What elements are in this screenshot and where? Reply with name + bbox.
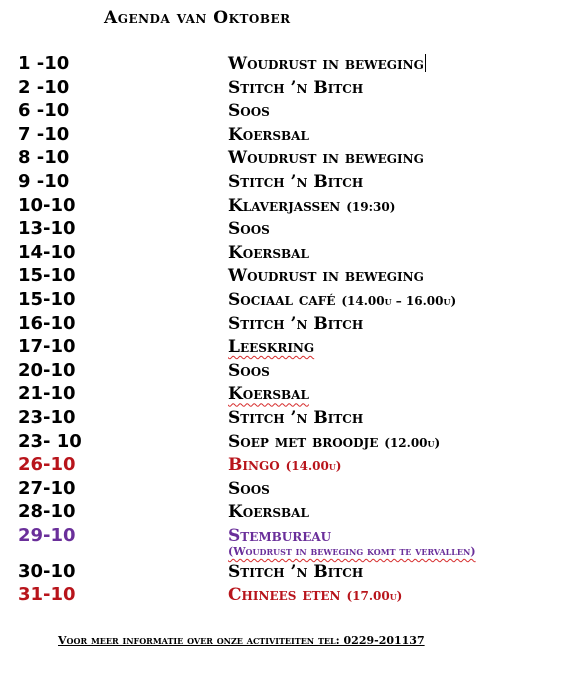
agenda-event <box>228 217 270 241</box>
agenda-event <box>228 264 424 288</box>
event-name: Stitch ’n Bitch <box>228 77 364 98</box>
event-name: Leeskring <box>228 337 315 358</box>
agenda-date: 27-10 <box>18 477 76 499</box>
agenda-event <box>228 406 363 430</box>
agenda-row <box>0 194 577 218</box>
agenda-date: 21-10 <box>18 383 76 405</box>
agenda-event <box>228 500 309 524</box>
event-name: Woudrust in beweging <box>228 266 424 287</box>
agenda-date: 8 -10 <box>18 147 70 169</box>
agenda-row <box>0 430 577 454</box>
agenda-date: 13-10 <box>18 218 76 240</box>
event-time: (12.00u) <box>384 435 441 450</box>
agenda-event <box>228 477 270 501</box>
page-title: Agenda van Oktober <box>104 8 291 28</box>
event-note: (Woudrust in beweging komt te vervallen) <box>228 544 476 558</box>
agenda-event <box>228 288 456 313</box>
agenda-date: 28-10 <box>18 501 76 523</box>
event-name: Stitch ’n Bitch <box>228 313 364 334</box>
event-name: Bingo <box>228 455 280 476</box>
event-name: Stitch ’n Bitch <box>228 561 364 582</box>
agenda-list <box>0 52 577 607</box>
agenda-row <box>0 359 577 383</box>
agenda-date: 23-10 <box>18 406 76 428</box>
event-name: Soos <box>228 360 270 381</box>
agenda-event <box>228 76 363 100</box>
agenda-event <box>228 170 363 194</box>
agenda-date: 7 -10 <box>18 123 70 145</box>
agenda-event <box>228 241 309 265</box>
agenda-date: 15-10 <box>18 288 76 310</box>
agenda-date: 15-10 <box>18 265 76 287</box>
agenda-row <box>0 264 577 288</box>
event-name: Soos <box>228 219 270 240</box>
agenda-date: 1 -10 <box>18 53 70 74</box>
agenda-date: 29-10 <box>18 524 76 546</box>
agenda-row <box>0 99 577 123</box>
event-name: Koersbal <box>228 502 309 523</box>
agenda-row <box>0 524 577 560</box>
agenda-row <box>0 123 577 147</box>
agenda-event <box>228 382 309 406</box>
event-name: Koersbal <box>228 124 309 145</box>
agenda-row <box>0 382 577 406</box>
agenda-date: 23- 10 <box>18 430 82 452</box>
event-time: (14.00u) <box>285 459 342 474</box>
agenda-event <box>228 453 342 478</box>
agenda-event <box>228 52 426 76</box>
agenda-date: 20-10 <box>18 359 76 381</box>
agenda-date: 16-10 <box>18 312 76 334</box>
agenda-row <box>0 500 577 524</box>
agenda-date: 6 -10 <box>18 100 70 122</box>
agenda-row <box>0 76 577 100</box>
event-name: Soos <box>228 478 270 499</box>
agenda-row <box>0 453 577 477</box>
event-name: Koersbal <box>228 384 309 405</box>
agenda-date: 2 -10 <box>18 76 70 98</box>
agenda-date: 10-10 <box>18 194 76 216</box>
event-name: Soep met broodje <box>228 431 379 452</box>
agenda-date: 14-10 <box>18 241 76 263</box>
event-time: (14.00u – 16.00u) <box>341 293 457 308</box>
event-name: Stembureau <box>228 525 332 546</box>
agenda-event <box>228 359 270 383</box>
agenda-row <box>0 52 577 76</box>
event-name: Koersbal <box>228 242 309 263</box>
event-name: Stitch ’n Bitch <box>228 171 364 192</box>
agenda-row <box>0 241 577 265</box>
agenda-event <box>228 560 363 584</box>
agenda-row <box>0 312 577 336</box>
agenda-row <box>0 583 577 607</box>
event-name: Sociaal café <box>228 289 336 310</box>
agenda-date: 17-10 <box>18 336 76 358</box>
event-name: Stitch ’n Bitch <box>228 407 364 428</box>
agenda-event <box>228 335 314 359</box>
agenda-row <box>0 406 577 430</box>
event-name: Klaverjassen <box>228 195 341 216</box>
agenda-event <box>228 146 424 170</box>
agenda-row <box>0 146 577 170</box>
agenda-row <box>0 477 577 501</box>
agenda-event <box>228 99 270 123</box>
agenda-event <box>228 312 363 336</box>
text-cursor <box>425 54 426 72</box>
event-name: Woudrust in beweging <box>228 148 424 169</box>
agenda-event <box>228 430 440 455</box>
agenda-event <box>228 194 395 219</box>
agenda-event <box>228 123 309 147</box>
event-name: Woudrust in beweging <box>228 54 424 74</box>
event-time: (17.00u) <box>346 589 403 604</box>
agenda-date: 26-10 <box>18 454 76 476</box>
contact-info: Voor meer informatie over onze activiteiten tel: 0229-201137 <box>58 634 425 647</box>
agenda-date: 31-10 <box>18 584 76 606</box>
event-name: Soos <box>228 101 270 122</box>
agenda-event <box>228 583 402 608</box>
agenda-row <box>0 288 577 312</box>
agenda-row <box>0 560 577 584</box>
event-time: (19:30) <box>346 199 396 214</box>
agenda-row <box>0 217 577 241</box>
agenda-row <box>0 170 577 194</box>
agenda-row <box>0 335 577 359</box>
agenda-date: 9 -10 <box>18 170 70 192</box>
agenda-date: 30-10 <box>18 560 76 582</box>
event-name: Chinees eten <box>228 585 341 606</box>
